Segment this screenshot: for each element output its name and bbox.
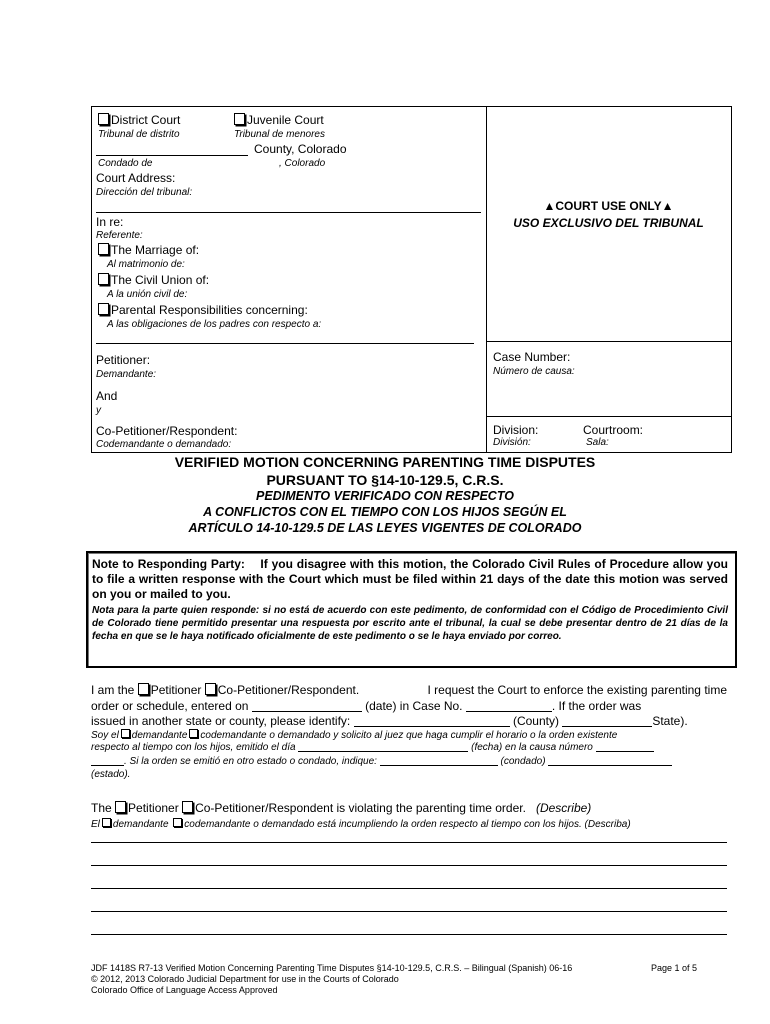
district-court-option[interactable] — [98, 113, 180, 127]
case-number-divider — [486, 416, 731, 417]
juvenile-court-label-es: Tribunal de menores — [234, 129, 325, 140]
p1-line-3 — [91, 714, 688, 728]
juvenile-court-label: Juvenile Court — [247, 113, 324, 127]
p1-county-input[interactable] — [354, 715, 510, 727]
courtroom-label-es: Sala: — [586, 437, 609, 448]
division-label: Division: — [493, 423, 539, 437]
p1-es-line-2 — [91, 742, 654, 753]
petitioner-label: Petitioner: — [96, 353, 151, 367]
p1-identify-label: issued in another state or county, please identify: — [91, 714, 351, 728]
p1-request-text: I request the Court to enforce the existing parenting time — [427, 683, 727, 697]
juvenile-court-checkbox[interactable] — [234, 113, 245, 125]
describe-line-4[interactable] — [91, 911, 727, 912]
p2-the: The — [91, 801, 112, 815]
in-re-label: In re: — [96, 215, 124, 229]
p2-co-petitioner-checkbox[interactable] — [182, 801, 193, 813]
parental-option[interactable] — [98, 303, 308, 317]
and-label-es: y — [96, 405, 101, 416]
p1-es-si-la-orden: . Si la orden se emitió en otro estado o condado, indique: — [124, 756, 377, 767]
p1-es-soy-el: Soy el — [91, 730, 119, 741]
p2-es-demandante: demandante — [112, 819, 169, 830]
p1-es-county-input[interactable] — [380, 756, 498, 766]
county-input-line[interactable] — [96, 142, 248, 156]
p1-es-condado: (condado) — [500, 756, 546, 767]
note-label: Note to Responding Party: — [92, 557, 245, 571]
title-es-line-2: A CONFLICTOS CON EL TIEMPO CON LOS HIJOS SEGÚN EL — [203, 505, 567, 519]
describe-line-1[interactable] — [91, 842, 727, 843]
district-court-label: District Court — [111, 113, 181, 127]
p1-es-estado: (estado). — [91, 769, 131, 780]
p1-entered-on: order or schedule, entered on — [91, 699, 249, 713]
p1-state-label: State). — [652, 714, 688, 728]
footer-form-id: JDF 1418S R7-13 Verified Motion Concerning Parenting Time Disputes §14-10-129.5, C.R.S. – Bilingual (Spanish) 06-16 — [91, 963, 573, 973]
p2-es-el: El — [91, 819, 100, 830]
court-use-divider — [486, 341, 731, 342]
case-number-label: Case Number: — [493, 350, 571, 364]
title-line-1: VERIFIED MOTION CONCERNING PARENTING TIME DISPUTES — [174, 454, 596, 470]
p1-state-input[interactable] — [562, 715, 652, 727]
petitioner-label-es: Demandante: — [96, 369, 157, 380]
p1-es-line-1 — [91, 729, 617, 741]
footer-copyright: © 2012, 2013 Colorado Judicial Department for use in the Courts of Colorado — [91, 974, 399, 984]
title-line-2: PURSUANT TO §14-10-129.5, C.R.S. — [266, 472, 504, 488]
marriage-label-es: Al matrimonio de: — [107, 259, 185, 270]
courtroom-label: Courtroom: — [583, 423, 644, 437]
p1-date-input[interactable] — [252, 700, 362, 712]
and-label: And — [96, 389, 118, 403]
names-divider — [96, 343, 474, 344]
in-re-label-es: Referente: — [96, 230, 143, 241]
p2-petitioner-label: Petitioner — [128, 801, 179, 815]
p1-es-fecha-causa: (fecha) en la causa número — [471, 742, 593, 753]
describe-line-2[interactable] — [91, 865, 727, 866]
civil-union-checkbox[interactable] — [98, 273, 109, 285]
marriage-checkbox[interactable] — [98, 243, 109, 255]
colorado-label-es: , Colorado — [279, 158, 326, 169]
civil-union-label: The Civil Union of: — [111, 273, 210, 287]
p1-line-2 — [91, 699, 641, 713]
parental-checkbox[interactable] — [98, 303, 109, 315]
court-address-label: Court Address: — [96, 171, 176, 185]
p1-es-codemandante: codemandante o demandado y solicito al juez que haga cumplir el horario o la orden existente — [200, 730, 618, 741]
p2-es-codemandante-checkbox[interactable] — [173, 818, 182, 827]
civil-union-option[interactable] — [98, 273, 209, 287]
p1-if-order: . If the order was — [551, 699, 642, 713]
footer-page-number: Page 1 of 5 — [651, 963, 698, 973]
county-colorado-label: County, Colorado — [254, 142, 347, 156]
note-text-es: Nota para la parte quien responde: si no está de acuerdo con este pedimento, de conformidad con el Código de Procedimiento Civil de Colorado tiene permitido presentar una respuesta por escrito ante el tribunal, la cual se debe presentar dentro de 21 días de la fecha en que se le haya notificado oficialmente de este pedimento o se le haya enviado por correo. — [92, 605, 728, 642]
parental-label: Parental Responsibilities concerning: — [111, 303, 308, 317]
p1-co-petitioner-label: Co-Petitioner/Respondent. — [217, 683, 360, 697]
p1-petitioner-label: Petitioner — [150, 683, 202, 697]
p1-es-state-input[interactable] — [548, 756, 672, 766]
title-es-line-3: ARTÍCULO 14-10-129.5 DE LAS LEYES VIGENTES DE COLORADO — [188, 521, 582, 535]
p1-es-case-input[interactable] — [596, 742, 654, 752]
district-court-checkbox[interactable] — [98, 113, 109, 125]
civil-union-label-es: A la unión civil de: — [107, 289, 188, 300]
note-text: If you disagree with this motion, the Colorado Civil Rules of Procedure allow you to file a written response with the Court which must be filed within 21 days of the date this motion was served on you or mailed to you. — [92, 557, 728, 601]
p1-case-no-input[interactable] — [466, 700, 552, 712]
p1-i-am-the: I am the — [91, 683, 135, 697]
caption-divider — [486, 106, 487, 452]
p2-line-1 — [91, 801, 591, 815]
parental-label-es: A las obligaciones de los padres con respecto a: — [107, 319, 322, 330]
p1-es-emitido: respecto al tiempo con los hijos, emitido el día — [91, 742, 296, 753]
court-use-only-label: ▲COURT USE ONLY▲ — [543, 199, 674, 213]
county-label-es: Condado de — [98, 158, 153, 169]
p1-es-demandante: demandante — [131, 730, 188, 741]
juvenile-court-option[interactable] — [234, 113, 324, 127]
p2-petitioner-checkbox[interactable] — [115, 801, 126, 813]
in-re-divider — [96, 212, 481, 213]
p2-es-demandante-checkbox[interactable] — [102, 818, 111, 827]
district-court-label-es: Tribunal de distrito — [98, 129, 180, 140]
p1-line-1 — [91, 683, 727, 697]
p1-date-case-label: (date) in Case No. — [365, 699, 463, 713]
division-label-es: División: — [493, 437, 531, 448]
p1-petitioner-checkbox[interactable] — [138, 683, 149, 695]
p1-es-date-input[interactable] — [298, 742, 468, 752]
p2-violating-text: Co-Petitioner/Respondent is violating the parenting time order. — [195, 801, 526, 815]
co-petitioner-label: Co-Petitioner/Respondent: — [96, 424, 238, 438]
describe-line-5[interactable] — [91, 934, 727, 935]
marriage-option[interactable] — [98, 243, 199, 257]
p1-es-line-3 — [91, 756, 672, 767]
co-petitioner-label-es: Codemandante o demandado: — [96, 439, 232, 450]
court-use-only-label-es: USO EXCLUSIVO DEL TRIBUNAL — [513, 216, 704, 230]
p2-es-rest: codemandante o demandado está incumpliendo la orden respecto al tiempo con los hijos. (Describa) — [184, 819, 631, 830]
court-address-label-es: Dirección del tribunal: — [96, 187, 193, 198]
p2-es-line — [91, 818, 631, 830]
footer-approval: Colorado Office of Language Access Approved — [91, 985, 278, 995]
p1-co-petitioner-checkbox[interactable] — [205, 683, 216, 695]
title-es-line-1: PEDIMENTO VERIFICADO CON RESPECTO — [256, 489, 514, 503]
p1-es-prefix-input[interactable] — [91, 756, 124, 766]
marriage-label: The Marriage of: — [111, 243, 200, 257]
note-paragraph — [92, 557, 728, 602]
case-number-label-es: Número de causa: — [493, 366, 575, 377]
p1-es-demandante-checkbox[interactable] — [121, 729, 130, 738]
describe-line-3[interactable] — [91, 888, 727, 889]
p2-describe: (Describe) — [535, 801, 592, 815]
p1-county-label: (County) — [512, 714, 559, 728]
p1-es-codemandante-checkbox[interactable] — [189, 729, 198, 738]
